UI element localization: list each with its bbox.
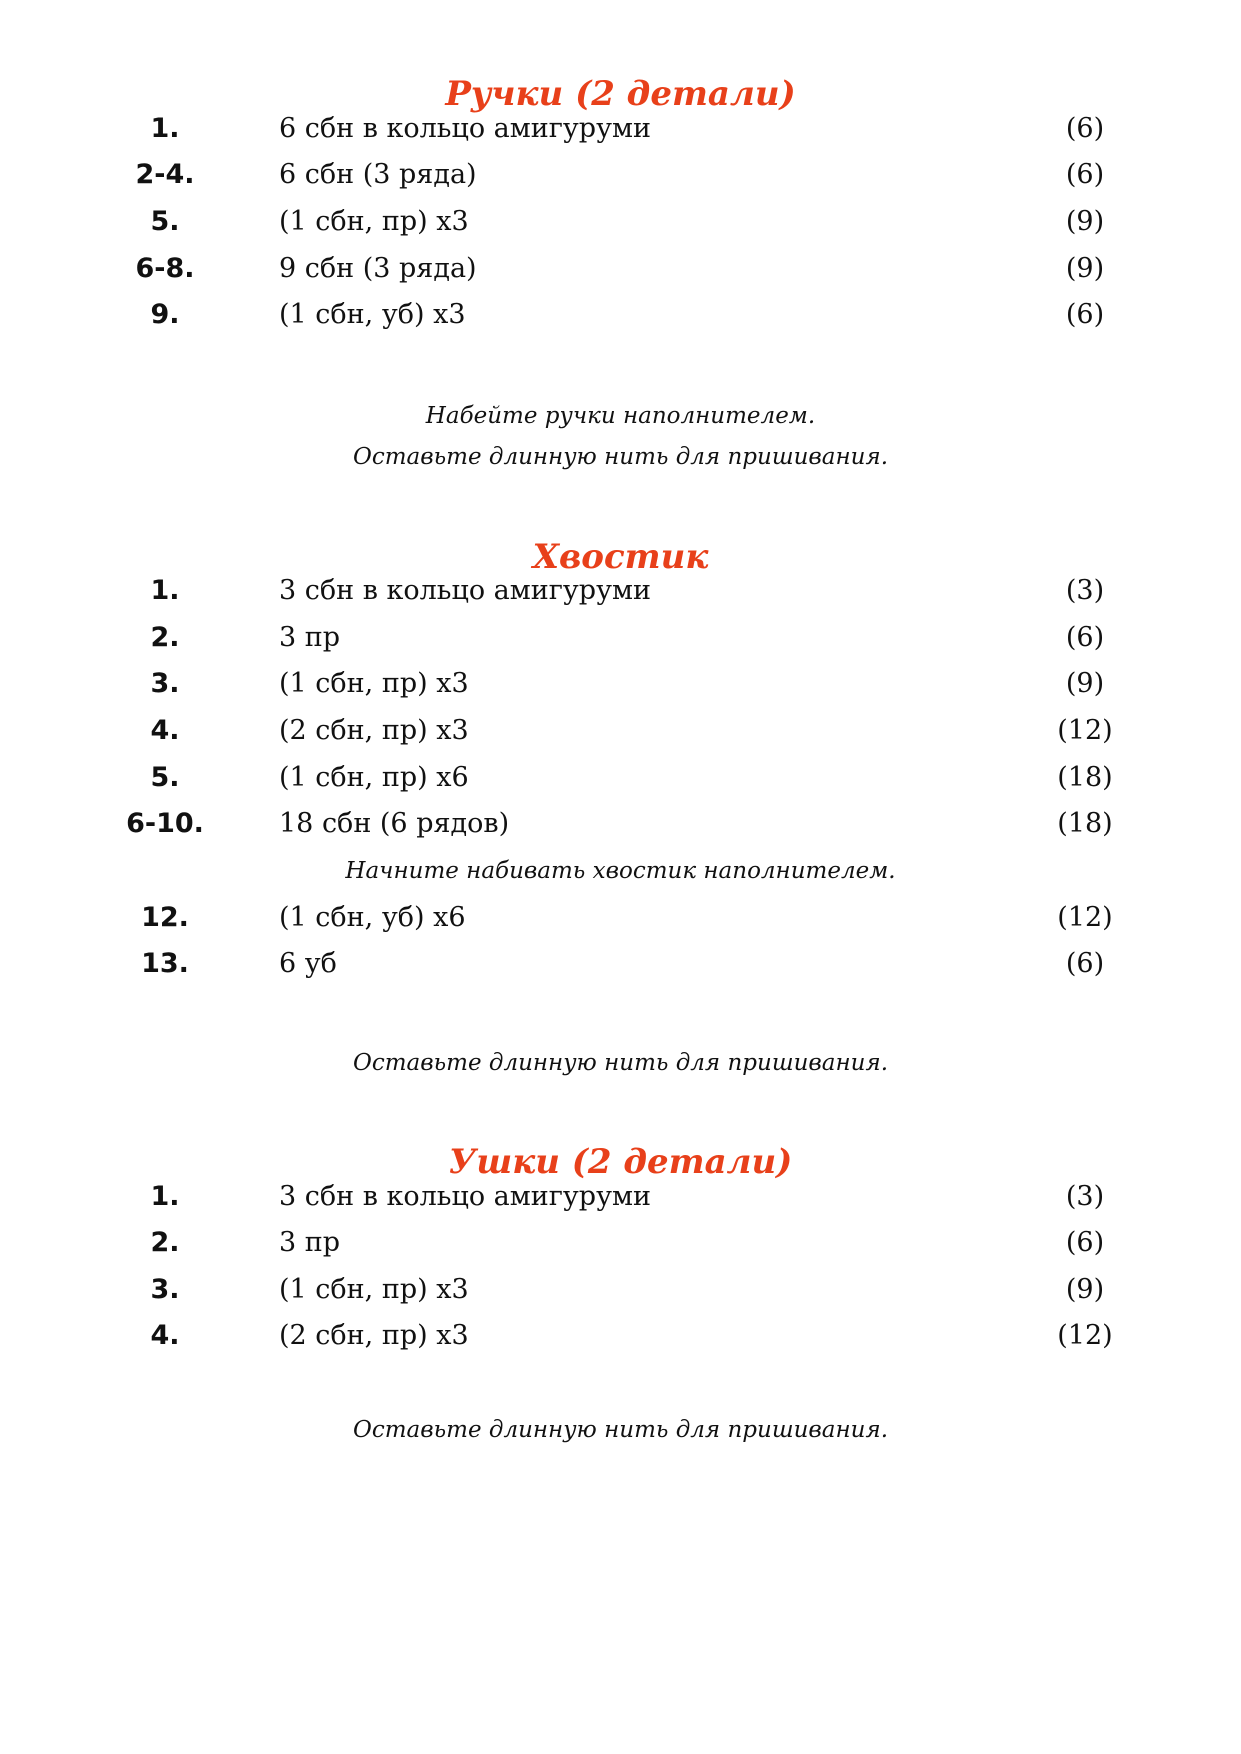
stitch-count: (9) [1065,668,1105,699]
section-title-tail: Хвостик [532,537,709,577]
pattern-row [0,246,1241,292]
stitch-count: (18) [1057,762,1113,793]
row-instruction: 6 сбн (3 ряда) [279,159,477,190]
row-instruction: 6 сбн в кольцо амигуруми [279,113,651,144]
pattern-row [0,1220,1241,1266]
stitch-count: (3) [1065,1181,1105,1212]
stitch-count: (12) [1057,1320,1113,1351]
pattern-row [0,1174,1241,1220]
row-instruction: 3 сбн в кольцо амигуруми [279,1181,651,1212]
row-instruction: 3 пр [279,1227,341,1258]
stitch-count: (6) [1065,948,1105,979]
row-number: 4. [150,1320,180,1351]
note-text: Оставьте длинную нить для пришивания. [352,1417,889,1443]
row-number: 3. [150,668,180,699]
row-instruction: (1 сбн, пр) х3 [279,668,469,699]
row-number: 2. [150,622,180,653]
row-number: 1. [150,113,180,144]
pattern-row [0,708,1241,754]
pattern-row [0,106,1241,152]
section-title-hands: Ручки (2 детали) [445,74,796,114]
row-number: 3. [150,1274,180,1305]
note-text: Набейте ручки наполнителем. [425,403,816,429]
row-instruction: (2 сбн, пр) х3 [279,1320,469,1351]
stitch-count: (6) [1065,159,1105,190]
pattern-row [0,292,1241,338]
pattern-row [0,568,1241,614]
row-instruction: (1 сбн, пр) х6 [279,762,469,793]
note-text: Оставьте длинную нить для пришивания. [352,1050,889,1076]
pattern-row [0,199,1241,245]
row-instruction: (1 сбн, уб) х6 [279,902,466,933]
row-number: 12. [141,902,189,933]
inline-note-text: Начните набивать хвостик наполнителем. [345,858,896,884]
stitch-count: (3) [1065,575,1105,606]
row-number: 4. [150,715,180,746]
pattern-row [0,1267,1241,1313]
stitch-count: (18) [1057,808,1113,839]
row-number: 1. [150,575,180,606]
row-number: 2-4. [135,159,195,190]
pattern-row [0,941,1241,987]
stitch-count: (9) [1065,206,1105,237]
row-instruction: 6 уб [279,948,337,979]
row-instruction: (1 сбн, уб) х3 [279,299,466,330]
row-instruction: (1 сбн, пр) х3 [279,1274,469,1305]
row-number: 2. [150,1227,180,1258]
pattern-row [0,615,1241,661]
row-instruction: (1 сбн, пр) х3 [279,206,469,237]
row-number: 6-8. [135,253,195,284]
row-instruction: 18 сбн (6 рядов) [279,808,510,839]
pattern-row [0,1313,1241,1359]
stitch-count: (12) [1057,902,1113,933]
pattern-row [0,801,1241,847]
pattern-row [0,755,1241,801]
row-number: 1. [150,1181,180,1212]
stitch-count: (6) [1065,299,1105,330]
pattern-row [0,152,1241,198]
row-number: 6-10. [126,808,204,839]
row-number: 9. [150,299,180,330]
stitch-count: (6) [1065,622,1105,653]
stitch-count: (9) [1065,253,1105,284]
row-number: 5. [150,762,180,793]
row-instruction: (2 сбн, пр) х3 [279,715,469,746]
stitch-count: (9) [1065,1274,1105,1305]
pattern-row [0,661,1241,707]
stitch-count: (6) [1065,1227,1105,1258]
pattern-row [0,895,1241,941]
note-text: Оставьте длинную нить для пришивания. [352,444,889,470]
stitch-count: (6) [1065,113,1105,144]
stitch-count: (12) [1057,715,1113,746]
row-number: 13. [141,948,189,979]
row-instruction: 3 пр [279,622,341,653]
section-title-ears: Ушки (2 детали) [448,1142,793,1182]
row-instruction: 9 сбн (3 ряда) [279,253,477,284]
row-number: 5. [150,206,180,237]
row-instruction: 3 сбн в кольцо амигуруми [279,575,651,606]
